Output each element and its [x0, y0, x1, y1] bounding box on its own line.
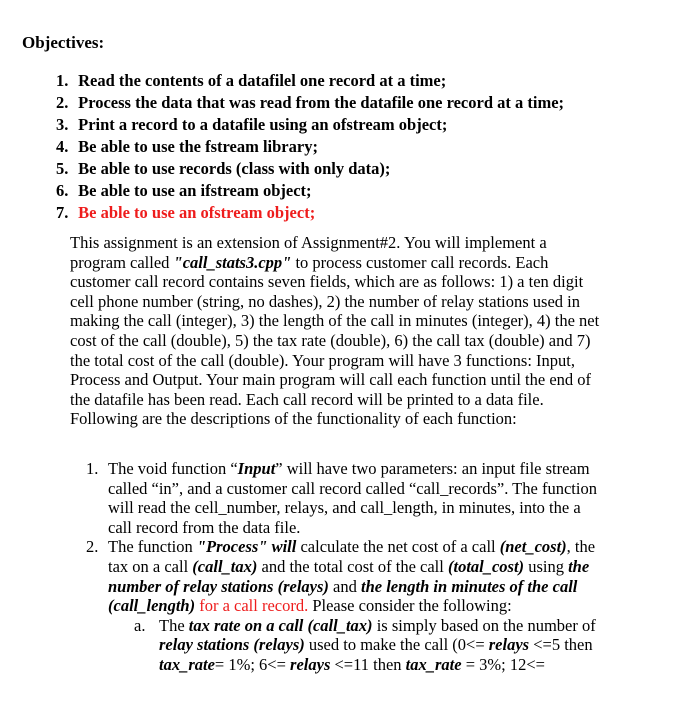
- text-run: The: [159, 615, 189, 635]
- text-run: Please consider the following:: [308, 596, 512, 616]
- objective-text: Be able to use an ifstream object;: [78, 181, 312, 200]
- objective-number: 7.: [56, 203, 69, 222]
- text-run: is simply based on the number of: [372, 615, 596, 635]
- text-line: making the call (integer), 3) the length of the call in minutes (integer), 4) the net: [70, 311, 600, 331]
- text-line: [159, 616, 656, 636]
- text-line: the total cost of the call (double). Your program will have 3 functions: Input,: [70, 350, 575, 370]
- text-run: calculate the net cost of a call: [296, 537, 500, 557]
- text-run: program called: [70, 252, 174, 272]
- program-name: "call_stats3.cpp": [173, 252, 292, 272]
- text-line: will read the cell_number, relays, and call_length, in minutes, into the a: [108, 498, 581, 518]
- text-run: used to make the call (0<=: [304, 635, 489, 655]
- objective-item: [56, 136, 564, 158]
- variable-name: relays: [290, 654, 331, 674]
- text-run: and: [328, 576, 361, 596]
- objective-text: Process the data that was read from the datafile one record at a time;: [78, 93, 565, 112]
- emphasis-text: the length in minutes of the call: [361, 576, 578, 596]
- text-line: [108, 577, 656, 597]
- objectives-heading: Objectives:: [22, 33, 105, 52]
- text-run: and the total cost of the call: [257, 556, 448, 576]
- objectives-list: [56, 70, 564, 224]
- item-body: [108, 537, 656, 615]
- emphasis-text: number of relay stations (relays): [108, 576, 329, 596]
- objective-number: 3.: [56, 115, 69, 134]
- text-run: = 3%; 12<=: [461, 654, 545, 674]
- text-line: call record from the data file.: [108, 517, 301, 537]
- emphasis-text: tax rate on a call (call_tax): [188, 615, 373, 635]
- objective-item: [56, 114, 564, 136]
- emphasis-text: the: [568, 556, 590, 576]
- objective-text: Be able to use records (class with only data);: [78, 159, 391, 178]
- sub-item-marker: a.: [134, 615, 146, 635]
- objective-item: [56, 180, 564, 202]
- emphasis-text: relay stations (relays): [159, 635, 305, 655]
- text-line: [108, 557, 656, 577]
- variable-name: tax_rate: [405, 654, 462, 674]
- sub-item-body: [159, 616, 656, 675]
- objective-item: [56, 202, 564, 224]
- objective-number: 6.: [56, 181, 69, 200]
- objective-text: Print a record to a datafile using an ofstream object;: [78, 115, 448, 134]
- text-run: to process customer call records. Each: [291, 252, 549, 272]
- variable-name: (total_cost): [447, 556, 525, 576]
- text-line: [108, 596, 656, 616]
- variable-name: (net_cost): [499, 537, 567, 557]
- function-item-input: [86, 459, 656, 537]
- text-line: [108, 459, 656, 479]
- objective-number: 4.: [56, 137, 69, 156]
- item-body: [108, 459, 656, 537]
- objective-number: 1.: [56, 71, 69, 90]
- text-run: <=5 then: [529, 635, 593, 655]
- sub-item-tax-rate: [134, 616, 656, 675]
- text-run: , the: [566, 537, 596, 557]
- text-run: tax on a call: [108, 556, 193, 576]
- intro-paragraph: [70, 233, 655, 429]
- objective-text: Be able to use the fstream library;: [78, 137, 318, 156]
- text-run: The void function “: [108, 459, 238, 478]
- text-run: <=11 then: [330, 654, 406, 674]
- highlighted-text: for a call record.: [195, 596, 309, 616]
- text-line: cell phone number (string, no dashes), 2) the number of relay stations used in: [70, 291, 581, 311]
- text-line: customer call record contains seven fields, which are as follows: 1) a ten digit: [70, 272, 584, 292]
- text-line: [159, 635, 656, 655]
- text-line: the datafile has been read. Each call record will be printed to a data file.: [70, 389, 544, 409]
- objective-number: 2.: [56, 93, 69, 112]
- item-number: 2.: [86, 537, 99, 557]
- objective-item: [56, 92, 564, 114]
- text-line: This assignment is an extension of Assignment#2. You will implement a: [70, 233, 547, 252]
- text-line: called “in”, and a customer call record called “call_records”. The function: [108, 478, 597, 498]
- objective-item: [56, 158, 564, 180]
- variable-name: (call_length): [108, 596, 196, 616]
- text-run: = 1%; 6<=: [214, 654, 291, 674]
- text-line: Process and Output. Your main program will call each function until the end of: [70, 370, 592, 390]
- objective-text-highlighted: Be able to use an ofstream object;: [78, 203, 316, 222]
- text-run: The function: [108, 537, 197, 557]
- variable-name: tax_rate: [159, 654, 215, 674]
- function-name: "Process" will: [196, 537, 297, 557]
- text-run: ” will have two parameters: an input file stream: [275, 459, 590, 478]
- function-name: Input: [237, 459, 276, 478]
- variable-name: (call_tax): [192, 556, 258, 576]
- function-item-process: [86, 537, 656, 615]
- objective-number: 5.: [56, 159, 69, 178]
- variable-name: relays: [488, 635, 530, 655]
- item-number: 1.: [86, 459, 99, 478]
- text-run: using: [524, 556, 569, 576]
- objective-item: [56, 70, 564, 92]
- text-line: cost of the call (double), 5) the tax rate (double), 6) the call tax (double) and 7): [70, 330, 591, 350]
- text-line: [108, 537, 656, 557]
- text-line: [70, 253, 655, 273]
- function-descriptions: [86, 459, 656, 675]
- text-line: [159, 655, 656, 675]
- text-line: Following are the descriptions of the functionality of each function:: [70, 409, 517, 429]
- objective-text: Read the contents of a datafilel one record at a time;: [78, 71, 447, 90]
